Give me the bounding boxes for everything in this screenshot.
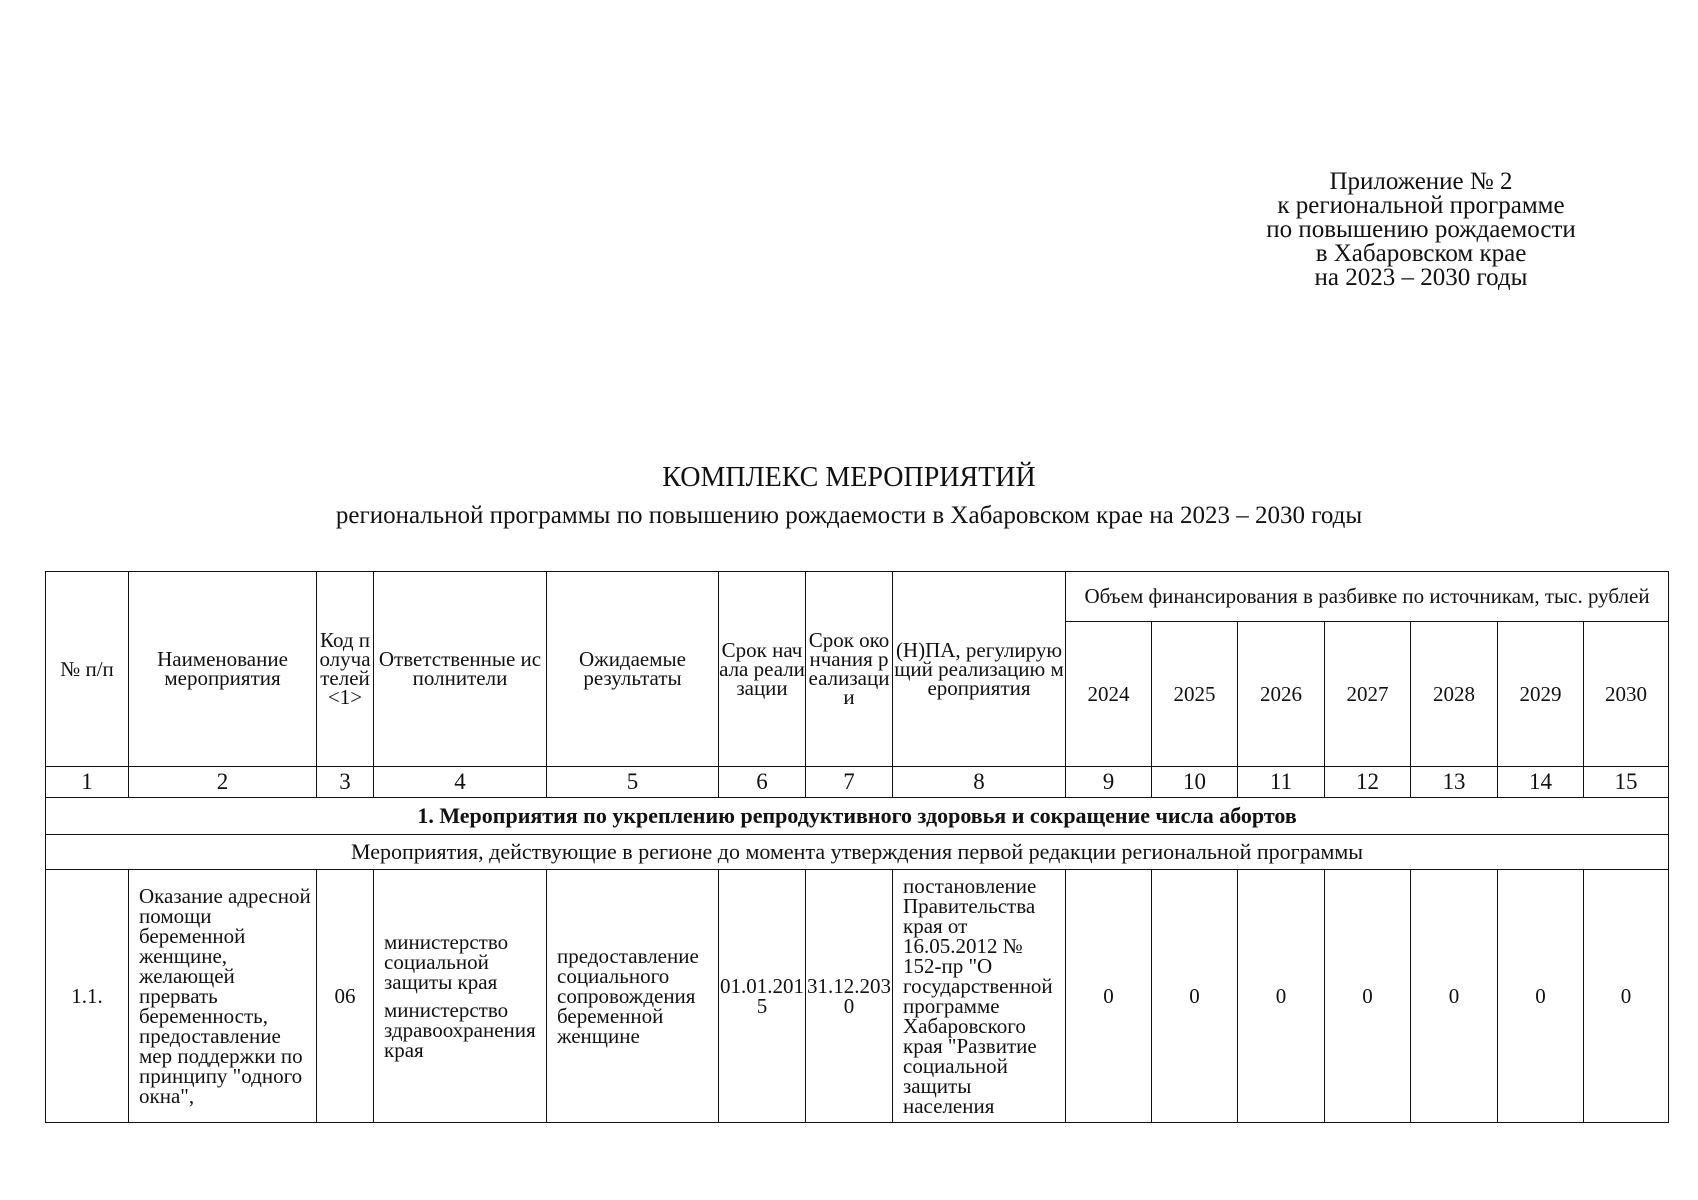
header-year: 2024 bbox=[1066, 622, 1152, 767]
appendix-line: в Хабаровском крае bbox=[1315, 240, 1527, 267]
row-funding-value: 0 bbox=[1325, 870, 1411, 1123]
appendix-line: Приложение № 2 bbox=[1329, 168, 1513, 195]
row-funding-value: 0 bbox=[1584, 870, 1669, 1123]
column-number: 12 bbox=[1325, 767, 1411, 798]
column-number: 14 bbox=[1498, 767, 1584, 798]
appendix-block bbox=[1216, 170, 1626, 290]
row-code: 06 bbox=[317, 870, 374, 1123]
header-year: 2029 bbox=[1498, 622, 1584, 767]
row-funding-value: 0 bbox=[1411, 870, 1498, 1123]
column-number: 2 bbox=[129, 767, 317, 798]
row-end: 31.12.2030 bbox=[806, 870, 893, 1123]
row-funding-value: 0 bbox=[1238, 870, 1325, 1123]
header-code: Код получателей <1> bbox=[317, 572, 374, 767]
header-start: Срок начала реализации bbox=[719, 572, 806, 767]
header-year: 2027 bbox=[1325, 622, 1411, 767]
header-year: 2026 bbox=[1238, 622, 1325, 767]
row-expected: предоставление социального сопровождения беременной женщине bbox=[547, 870, 719, 1123]
row-funding-value: 0 bbox=[1152, 870, 1238, 1123]
responsible-item: министерство здравоохранения края bbox=[384, 998, 536, 1062]
column-number: 8 bbox=[893, 767, 1066, 798]
column-number: 13 bbox=[1411, 767, 1498, 798]
header-year: 2030 bbox=[1584, 622, 1669, 767]
header-num: № п/п bbox=[46, 572, 129, 767]
column-number: 1 bbox=[46, 767, 129, 798]
document-title: КОМПЛЕКС МЕРОПРИЯТИЙ bbox=[662, 462, 1036, 493]
column-number: 15 bbox=[1584, 767, 1669, 798]
section-title: 1. Мероприятия по укреплению репродуктивного здоровья и сокращение числа абортов bbox=[46, 798, 1669, 835]
document-subtitle: региональной программы по повышению рождаемости в Хабаровском крае на 2023 – 2030 годы bbox=[335, 502, 1363, 529]
column-number: 9 bbox=[1066, 767, 1152, 798]
column-number: 5 bbox=[547, 767, 719, 798]
measures-table bbox=[45, 571, 1669, 1123]
row-num: 1.1. bbox=[46, 870, 129, 1123]
header-npa: (Н)ПА, регулирующий реализацию мероприятия bbox=[893, 572, 1066, 767]
responsible-item: министерство социальной защиты края bbox=[384, 930, 509, 994]
header-end: Срок окончания реализации bbox=[806, 572, 893, 767]
column-number: 10 bbox=[1152, 767, 1238, 798]
column-number: 4 bbox=[374, 767, 547, 798]
appendix-line: по повышению рождаемости bbox=[1266, 216, 1576, 243]
column-number: 11 bbox=[1238, 767, 1325, 798]
header-year: 2025 bbox=[1152, 622, 1238, 767]
header-funding: Объем финансирования в разбивке по источникам, тыс. рублей bbox=[1066, 572, 1669, 622]
row-start: 01.01.2015 bbox=[719, 870, 806, 1123]
column-number: 3 bbox=[317, 767, 374, 798]
header-expected: Ожидаемые результаты bbox=[547, 572, 719, 767]
appendix-line: к региональной программе bbox=[1277, 192, 1565, 219]
row-name: Оказание адресной помощи беременной женщине, желающей прервать беременность, предоставление мер поддержки по принципу "одного окна", bbox=[129, 870, 317, 1123]
appendix-line: на 2023 – 2030 годы bbox=[1314, 264, 1528, 291]
table-row bbox=[46, 870, 1669, 1123]
column-number: 6 bbox=[719, 767, 806, 798]
row-npa: постановление Правительства края от 16.05.2012 № 152-пр "О государственной программе Хабаровского края "Развитие социальной защиты населения bbox=[893, 870, 1066, 1123]
header-name: Наименование мероприятия bbox=[129, 572, 317, 767]
row-funding-value: 0 bbox=[1498, 870, 1584, 1123]
header-year: 2028 bbox=[1411, 622, 1498, 767]
subsection-title: Мероприятия, действующие в регионе до момента утверждения первой редакции региональной программы bbox=[46, 835, 1669, 870]
row-responsible bbox=[374, 870, 547, 1123]
row-funding-value: 0 bbox=[1066, 870, 1152, 1123]
header-responsible: Ответственные исполнители bbox=[374, 572, 547, 767]
column-number: 7 bbox=[806, 767, 893, 798]
